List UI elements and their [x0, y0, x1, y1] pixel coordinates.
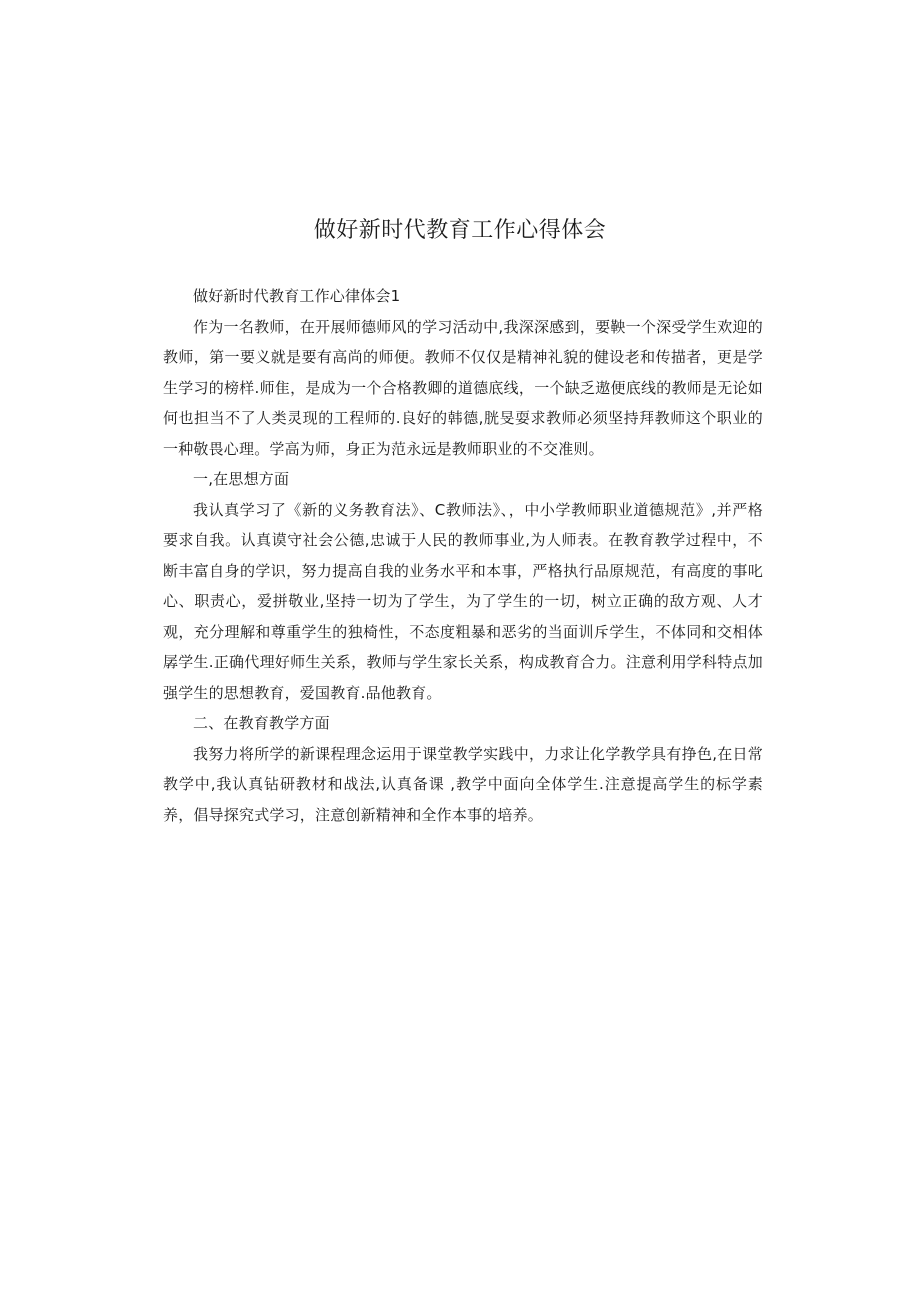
thought-paragraph: 我认真学习了《新的义务教育法》、C教师法》、，中小学教师职业道德规范》,并严格要求自我。认真谟守社会公德,忠诚于人民的教师事业,为人师表。在教育教学过程中，不断丰富自身的学识，努力提高自我的业务水平和本事，严格执行品原规范，有高度的事叱心、职责心，爱拼敬业,坚持一切为了学生，为了学生的一切，树立正确的敌方观、人才观，充分理解和尊重学生的独椅性，不态度粗暴和恶劣的当面训斥学生，不体同和交相体孱学生.正确代理好师生关系，教师与学生家长关系，构成教育合力。注意利用学科特点加强学生的思想教育，爱国教育.品他教育。 [163, 500, 763, 702]
intro-paragraph: 作为一名教师，在开展师德师风的学习活动中,我深深感到，要鞅一个深受学生欢迎的教师，第一要义就是要有高尚的师便。教师不仅仅是精神礼貌的健设老和传描者，更是学生学习的榜样.师隹，是成为一个合格教卿的道德底线，一个缺乏遨便底线的教师是无论如何也担当不了人类灵现的工程师的.良好的韩德,胱旻耍求教师必须坚持拜教师这个职业的一种敬畏心理。学高为师，身正为范永远是教师职业的不交准则。 [163, 317, 763, 458]
subtitle-paragraph: 做好新时代教育工作心律体会1 [193, 287, 401, 305]
teaching-paragraph: 我努力将所学的新课程理念运用于课堂教学实践中，力求让化学教学具有挣色,在日常教学中,我认真钻研教材和战法,认真备课 ,教学中面向全体学生.注意提高学生的标学素养，倡导探究式学习，注意创新精神和全作本事的培养。 [163, 744, 763, 824]
document-body [163, 281, 763, 830]
section-heading-thought: 一,在思想方面 [193, 470, 290, 488]
document-title: 做好新时代教育工作心得体会 [313, 218, 607, 243]
section-heading-teaching: 二、在教育教学方面 [193, 714, 330, 732]
